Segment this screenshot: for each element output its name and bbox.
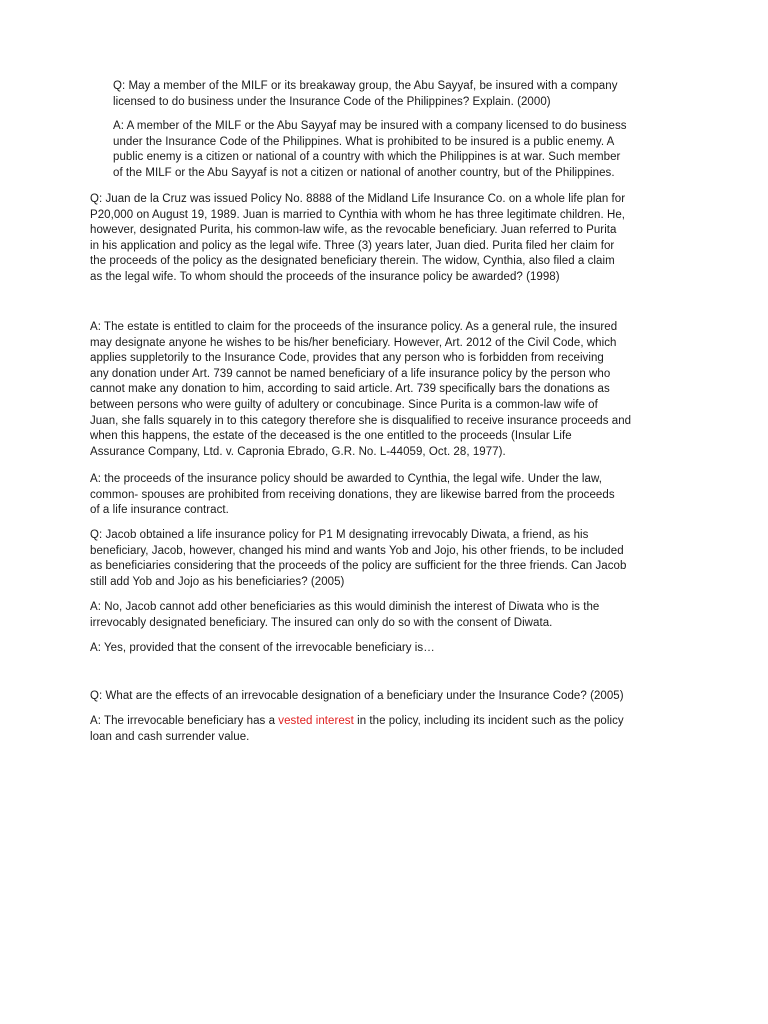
question-irrevocable-designation: Q: What are the effects of an irrevocable designation of a beneficiary under the Insurance Code? (2005): [90, 690, 624, 702]
question-milf: Q: May a member of the MILF or its breakaway group, the Abu Sayyaf, be insured with a company licensed to do business under the Insurance Code of the Philippines? Explain. (2000): [113, 80, 618, 108]
answer-vested-interest: A: The irrevocable beneficiary has a vested interest in the policy, including its incident such as the policy loan and cash surrender value.: [90, 715, 624, 743]
answer-jacob-no: A: No, Jacob cannot add other beneficiaries as this would diminish the interest of Diwata who is the irrevocably designated beneficiary. The insured can only do so with the consent of Diwata.: [90, 601, 600, 629]
question-jacob: Q: Jacob obtained a life insurance policy for P1 M designating irrevocably Diwata, a friend, as his beneficiary, Jacob, however, changed his mind and wants Yob and Jojo, his other friends, to be included as beneficiaries considering that the proceeds of the policy are sufficient for the three friends. Can Jacob still add Yob and Jojo as his beneficiaries? (2005): [90, 529, 627, 588]
question-juan: Q: Juan de la Cruz was issued Policy No. 8888 of the Midland Life Insurance Co. on a whole life plan for P20,000 on August 19, 1989. Juan is married to Cynthia with whom he has three legitimate children. He, however, designated Purita, his common-law wife, as the revocable beneficiary. Juan referred to Purita in his application and policy as the legal wife. Three (3) years later, Juan died. Purita filed her claim for the proceeds of the policy as the designated beneficiary therein. The widow, Cynthia, also filed a claim as the legal wife. To whom should the proceeds of the insurance policy be awarded? (1998): [90, 193, 626, 283]
answer-estate: A: The estate is entitled to claim for the proceeds of the insurance policy. As a general rule, the insured may designate anyone he wishes to be his/her beneficiary. However, Art. 2012 of the Civil Code, which applies suppletorily to the Insurance Code, provides that any person who is forbidden from receiving any donation under Art. 739 cannot be named beneficiary of a life insurance policy by the person who cannot make any donation to him, according to said article. Art. 739 specifically bars the donations as between persons who were guilty of adultery or concubinage. Since Purita is a common-law wife of Juan, she falls squarely in to this category therefore she is disqualified to receive insurance proceeds and when this happens, the estate of the deceased is the one entitled to the proceeds (Insular Life Assurance Company, Ltd. v. Capronia Ebrado, G.R. No. L-44059, Oct. 28, 1977).: [90, 321, 632, 458]
vested-interest-highlight: vested interest: [278, 715, 354, 727]
answer-milf: A: A member of the MILF or the Abu Sayyaf may be insured with a company licensed to do business under the Insurance Code of the Philippines. What is prohibited to be insured is a public enemy. A public enemy is a citizen or national of a country with which the Philippines is at war. Such member of the MILF or the Abu Sayyaf is not a citizen or national of another country, but of the Philippines.: [113, 120, 627, 179]
answer-jacob-yes: A: Yes, provided that the consent of the irrevocable beneficiary is…: [90, 642, 435, 654]
answer-cynthia: A: the proceeds of the insurance policy should be awarded to Cynthia, the legal wife. Under the law, common- spouses are prohibited from receiving donations, they are likewise barred from the proceeds of a life insurance contract.: [90, 473, 615, 517]
